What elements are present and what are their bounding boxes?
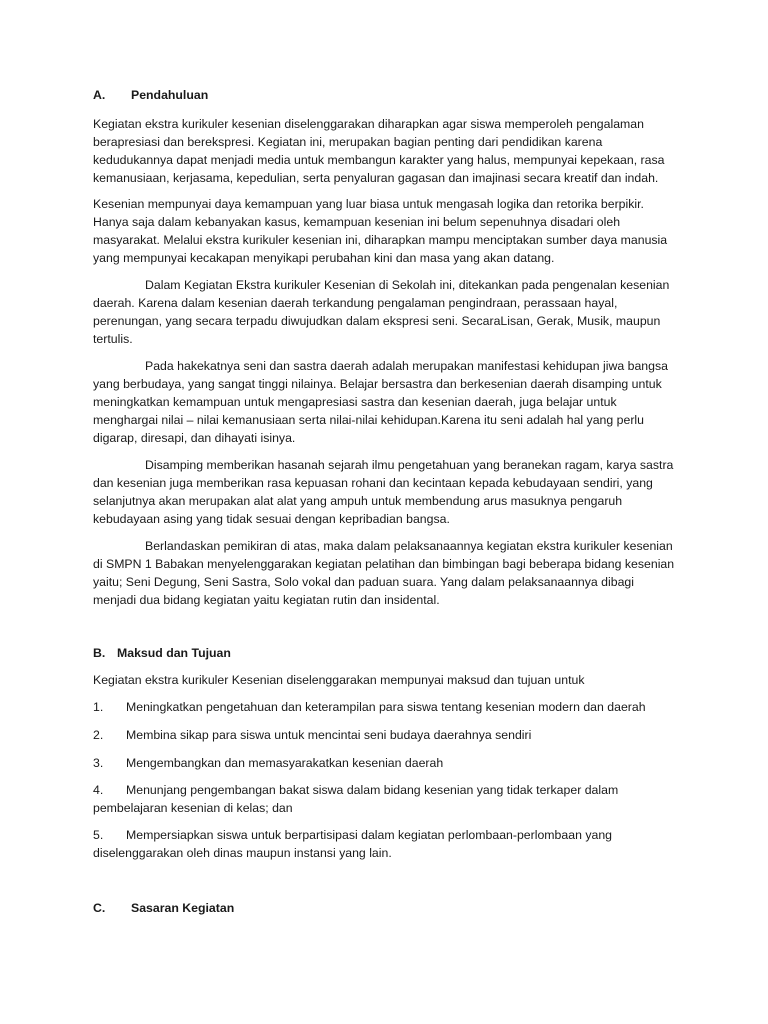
list-item-number: 3.	[93, 756, 104, 770]
section-b-heading	[93, 644, 678, 662]
section-c-letter: C.	[93, 901, 106, 915]
section-c-title: Sasaran Kegiatan	[131, 901, 235, 915]
list-item-text: Mengembangkan dan memasyarakatkan kesenian daerah	[126, 756, 444, 770]
section-c-heading	[93, 899, 678, 917]
list-item-text: Menunjang pengembangan bakat siswa dalam bidang kesenian yang tidak terkaper dalam pembelajaran kesenian di kelas; dan	[93, 783, 619, 815]
section-b-title: Maksud dan Tujuan	[117, 646, 231, 660]
paragraph: Dalam Kegiatan Ekstra kurikuler Kesenian di Sekolah ini, ditekankan pada pengenalan kesenian daerah. Karena dalam kesenian daerah terkandung pengalaman pengindraan, perassaan hayal, perenungan, yang secara terpadu diwujudkan dalam ekspresi seni. SecaraLisan, Gerak, Musik, maupun tertulis.	[93, 278, 670, 346]
list-item-text: Meningkatkan pengetahuan dan keterampilan para siswa tentang kesenian modern dan daerah	[126, 700, 646, 714]
paragraph: Disamping memberikan hasanah sejarah ilmu pengetahuan yang beranekan ragam, karya sastra dan kesenian juga memberikan rasa kepuasan rohani dan kecintaan kepada kebudayaan sendiri, yang selanjutnya akan merupakan alat alat yang ampuh untuk membendung arus masuknya pengaruh kebudayaan asing yang tidak sesuai dengan kepribadian bangsa.	[93, 458, 674, 526]
section-a-letter: A.	[93, 88, 106, 102]
list-item	[93, 781, 678, 817]
list-item	[93, 754, 678, 772]
section-b-intro: Kegiatan ekstra kurikuler Kesenian diselenggarakan mempunyai maksud dan tujuan untuk	[93, 673, 585, 687]
list-item-number: 1.	[93, 700, 104, 714]
list-item-text: Membina sikap para siswa untuk mencintai seni budaya daerahnya sendiri	[126, 728, 532, 742]
list-item-number: 5.	[93, 828, 104, 842]
paragraph: Pada hakekatnya seni dan sastra daerah adalah merupakan manifestasi kehidupan jiwa bangsa yang berbudaya, yang sangat tinggi nilainya. Belajar bersastra dan berkesenian daerah disamping untuk meningkatkan kemampuan untuk mengapresiasi sastra dan kesenian daerah, juga belajar untuk menghargai nilai – nilai kemanusiaan serta nilai-nilai kehidupan.Karena itu seni adalah hal yang perlu digarap, diresapi, dan dihayati isinya.	[93, 359, 668, 445]
section-a-heading	[93, 86, 678, 104]
list-item-number: 4.	[93, 783, 104, 797]
section-b-letter: B.	[93, 646, 106, 660]
paragraph: Kegiatan ekstra kurikuler kesenian diselenggarakan diharapkan agar siswa memperoleh pengalaman berapresiasi dan berekspresi. Kegiatan ini, merupakan bagian penting dari pendidikan karena kedudukannya dapat menjadi media untuk membangun karakter yang halus, mempunyai kepekaan, rasa kemanusiaan, kerjasama, kepedulian, serta penyaluran gagasan dan imajinasi secara kreatif dan indah.	[93, 117, 665, 185]
paragraph: Berlandaskan pemikiran di atas, maka dalam pelaksanaannya kegiatan ekstra kurikuler kesenian di SMPN 1 Babakan menyelenggarakan kegiatan pelatihan dan bimbingan bagi beberapa bidang kesenian yaitu; Seni Degung, Seni Sastra, Solo vokal dan paduan suara. Yang dalam pelaksanaannya dibagi menjadi dua bidang kegiatan yaitu kegiatan rutin dan insidental.	[93, 539, 675, 607]
document-page	[93, 86, 678, 917]
list-item	[93, 726, 678, 744]
list-item	[93, 698, 678, 716]
list-item-number: 2.	[93, 728, 104, 742]
list-item-text: Mempersiapkan siswa untuk berpartisipasi dalam kegiatan perlombaan-perlombaan yang diselenggarakan oleh dinas maupun instansi yang lain.	[93, 828, 612, 860]
section-a-title: Pendahuluan	[131, 88, 209, 102]
paragraph: Kesenian mempunyai daya kemampuan yang luar biasa untuk mengasah logika dan retorika berpikir. Hanya saja dalam kebanyakan kasus, kemampuan kesenian ini belum sepenuhnya disadari oleh masyarakat. Melalui ekstra kurikuler kesenian ini, diharapkan mampu menciptakan sumber daya manusia yang mempunyai kecakapan menyikapi perubahan kini dan masa yang akan datang.	[93, 197, 668, 265]
list-item	[93, 826, 678, 862]
